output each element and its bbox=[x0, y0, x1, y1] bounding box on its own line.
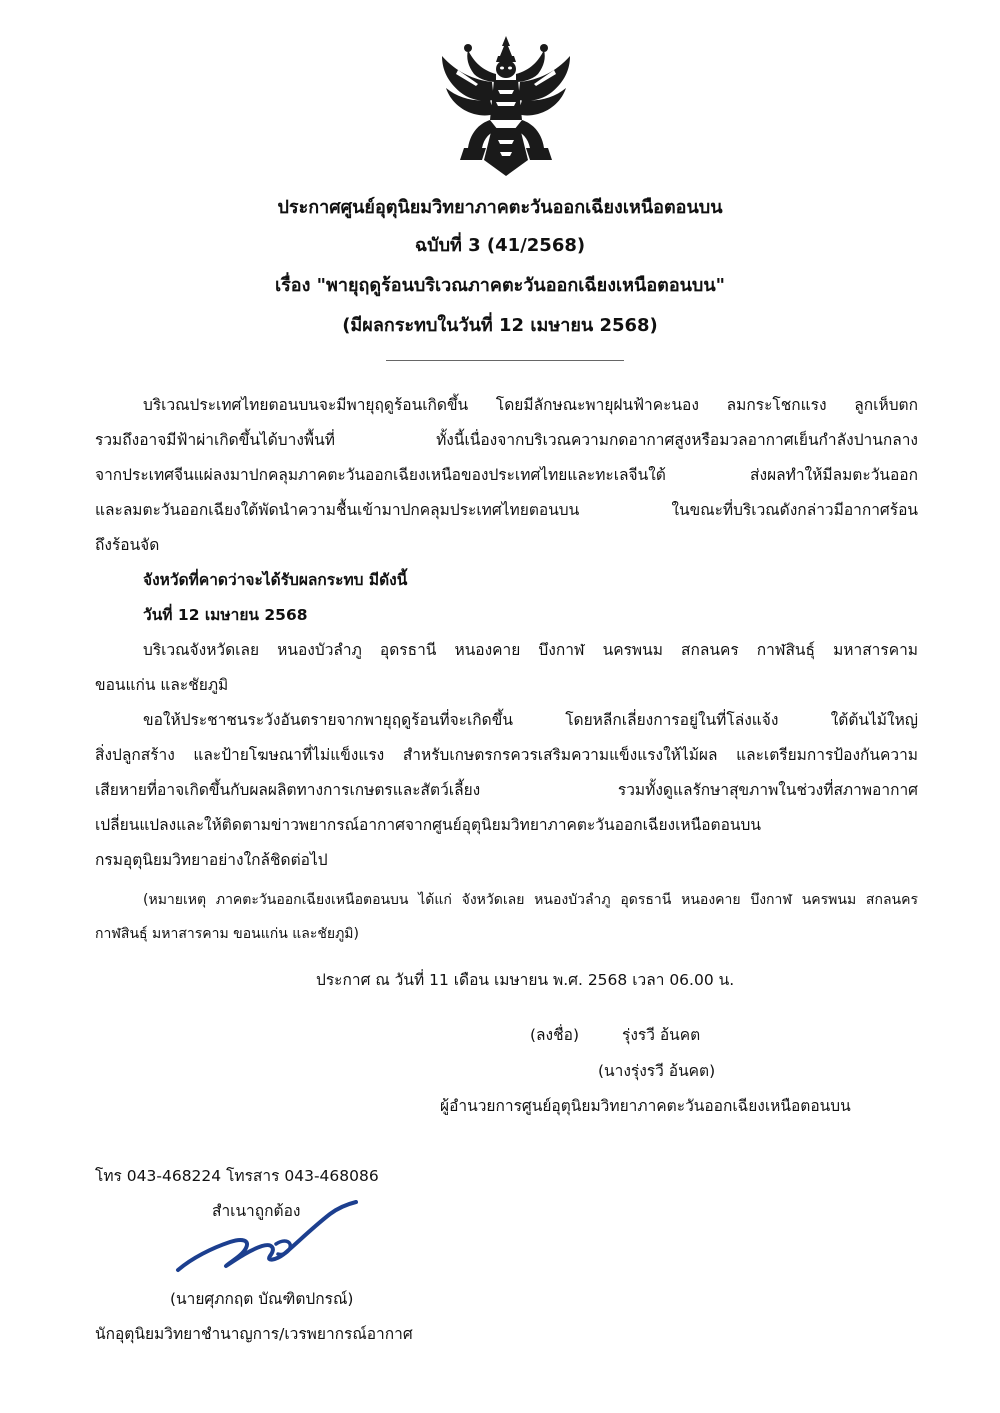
divider bbox=[386, 360, 624, 361]
signatory-position: ผู้อำนวยการศูนย์อุตุนิยมวิทยาภาคตะวันออกเฉียงเหนือตอนบน bbox=[440, 1097, 851, 1115]
advice-line: เปลี่ยนแปลงและให้ติดตามข่าวพยากรณ์อากาศจากศูนย์อุตุนิยมวิทยาภาคตะวันออกเฉียงเหนือตอนบน bbox=[95, 816, 761, 834]
provinces-line: บริเวณจังหวัดเลย หนองบัวลำภู อุดรธานี หนองคาย บึงกาฬ นครพนม สกลนคร กาฬสินธุ์ มหาสารคาม bbox=[143, 641, 918, 659]
affected-heading: จังหวัดที่คาดว่าจะได้รับผลกระทบ มีดังนี้ bbox=[143, 571, 408, 589]
garuda-emblem-icon bbox=[438, 36, 574, 176]
certifier-position: นักอุตุนิยมวิทยาชำนาญการ/เวรพยากรณ์อากาศ bbox=[95, 1325, 413, 1343]
advice-line: สิ่งปลูกสร้าง และป้ายโฆษณาที่ไม่แข็งแรง สำหรับเกษตรกรควรเสริมความแข็งแรงให้ไม้ผล และเตรียมการป้องกันความ bbox=[95, 746, 918, 764]
advice-line: ขอให้ประชาชนระวังอันตรายจากพายุฤดูร้อนที่จะเกิดขึ้น โดยหลีกเลี่ยงการอยู่ในที่โล่งแจ้ง ใต้ต้นไม้ใหญ่ bbox=[143, 711, 918, 729]
sign-label: (ลงชื่อ) bbox=[530, 1026, 579, 1044]
contact-numbers: โทร 043-468224 โทรสาร 043-468086 bbox=[95, 1167, 379, 1185]
signed-name: รุ่งรวี อ้นคต bbox=[622, 1026, 701, 1044]
certified-copy-label: สำเนาถูกต้อง bbox=[212, 1202, 301, 1220]
certifier-name: (นายศุภกฤต บัณฑิตปกรณ์) bbox=[170, 1290, 354, 1308]
handwritten-signature bbox=[172, 1200, 362, 1280]
signatory-full-name: (นางรุ่งรวี อ้นคต) bbox=[598, 1062, 716, 1080]
advice-line: เสียหายที่อาจเกิดขึ้นกับผลผลิตทางการเกษตรและสัตว์เลี้ยง รวมทั้งดูแลรักษาสุขภาพในช่วงที่สภาพอากาศ bbox=[95, 781, 918, 799]
intro-line: รวมถึงอาจมีฟ้าผ่าเกิดขึ้นได้บางพื้นที่ ทั้งนี้เนื่องจากบริเวณความกดอากาศสูงหรือมวลอากาศเย็นกำลังปานกลาง bbox=[95, 431, 918, 449]
effective-date: (มีผลกระทบในวันที่ 12 เมษายน 2568) bbox=[342, 315, 658, 336]
intro-line: และลมตะวันออกเฉียงใต้พัดนำความชื้นเข้ามาปกคลุมประเทศไทยตอนบน ในขณะที่บริเวณดังกล่าวมีอากาศร้อน bbox=[95, 501, 918, 519]
issue-number: ฉบับที่ 3 (41/2568) bbox=[414, 235, 586, 256]
note-line: กาฬสินธุ์ มหาสารคาม ขอนแก่น และชัยภูมิ) bbox=[95, 926, 359, 942]
advice-line: กรมอุตุนิยมวิทยาอย่างใกล้ชิดต่อไป bbox=[95, 851, 328, 869]
document-subject: เรื่อง "พายุฤดูร้อนบริเวณภาคตะวันออกเฉียงเหนือตอนบน" bbox=[274, 275, 726, 296]
date-heading: วันที่ 12 เมษายน 2568 bbox=[143, 606, 308, 624]
intro-line: จากประเทศจีนแผ่ลงมาปกคลุมภาคตะวันออกเฉียงเหนือของประเทศไทยและทะเลจีนใต้ ส่งผลทำให้มีลมตะวันออก bbox=[95, 466, 918, 484]
provinces-line: ขอนแก่น และชัยภูมิ bbox=[95, 676, 229, 694]
intro-line: ถึงร้อนจัด bbox=[95, 536, 160, 554]
intro-line: บริเวณประเทศไทยตอนบนจะมีพายุฤดูร้อนเกิดขึ้น โดยมีลักษณะพายุฝนฟ้าคะนอง ลมกระโชกแรง ลูกเห็บตก bbox=[143, 396, 918, 414]
document-title: ประกาศศูนย์อุตุนิยมวิทยาภาคตะวันออกเฉียงเหนือตอนบน bbox=[277, 197, 723, 218]
announcement-date: ประกาศ ณ วันที่ 11 เดือน เมษายน พ.ศ. 2568 เวลา 06.00 น. bbox=[316, 971, 735, 989]
note-line: (หมายเหตุ ภาคตะวันออกเฉียงเหนือตอนบน ได้แก่ จังหวัดเลย หนองบัวลำภู อุดรธานี หนองคาย บึงกาฬ นครพนม สกลนคร bbox=[143, 892, 918, 908]
